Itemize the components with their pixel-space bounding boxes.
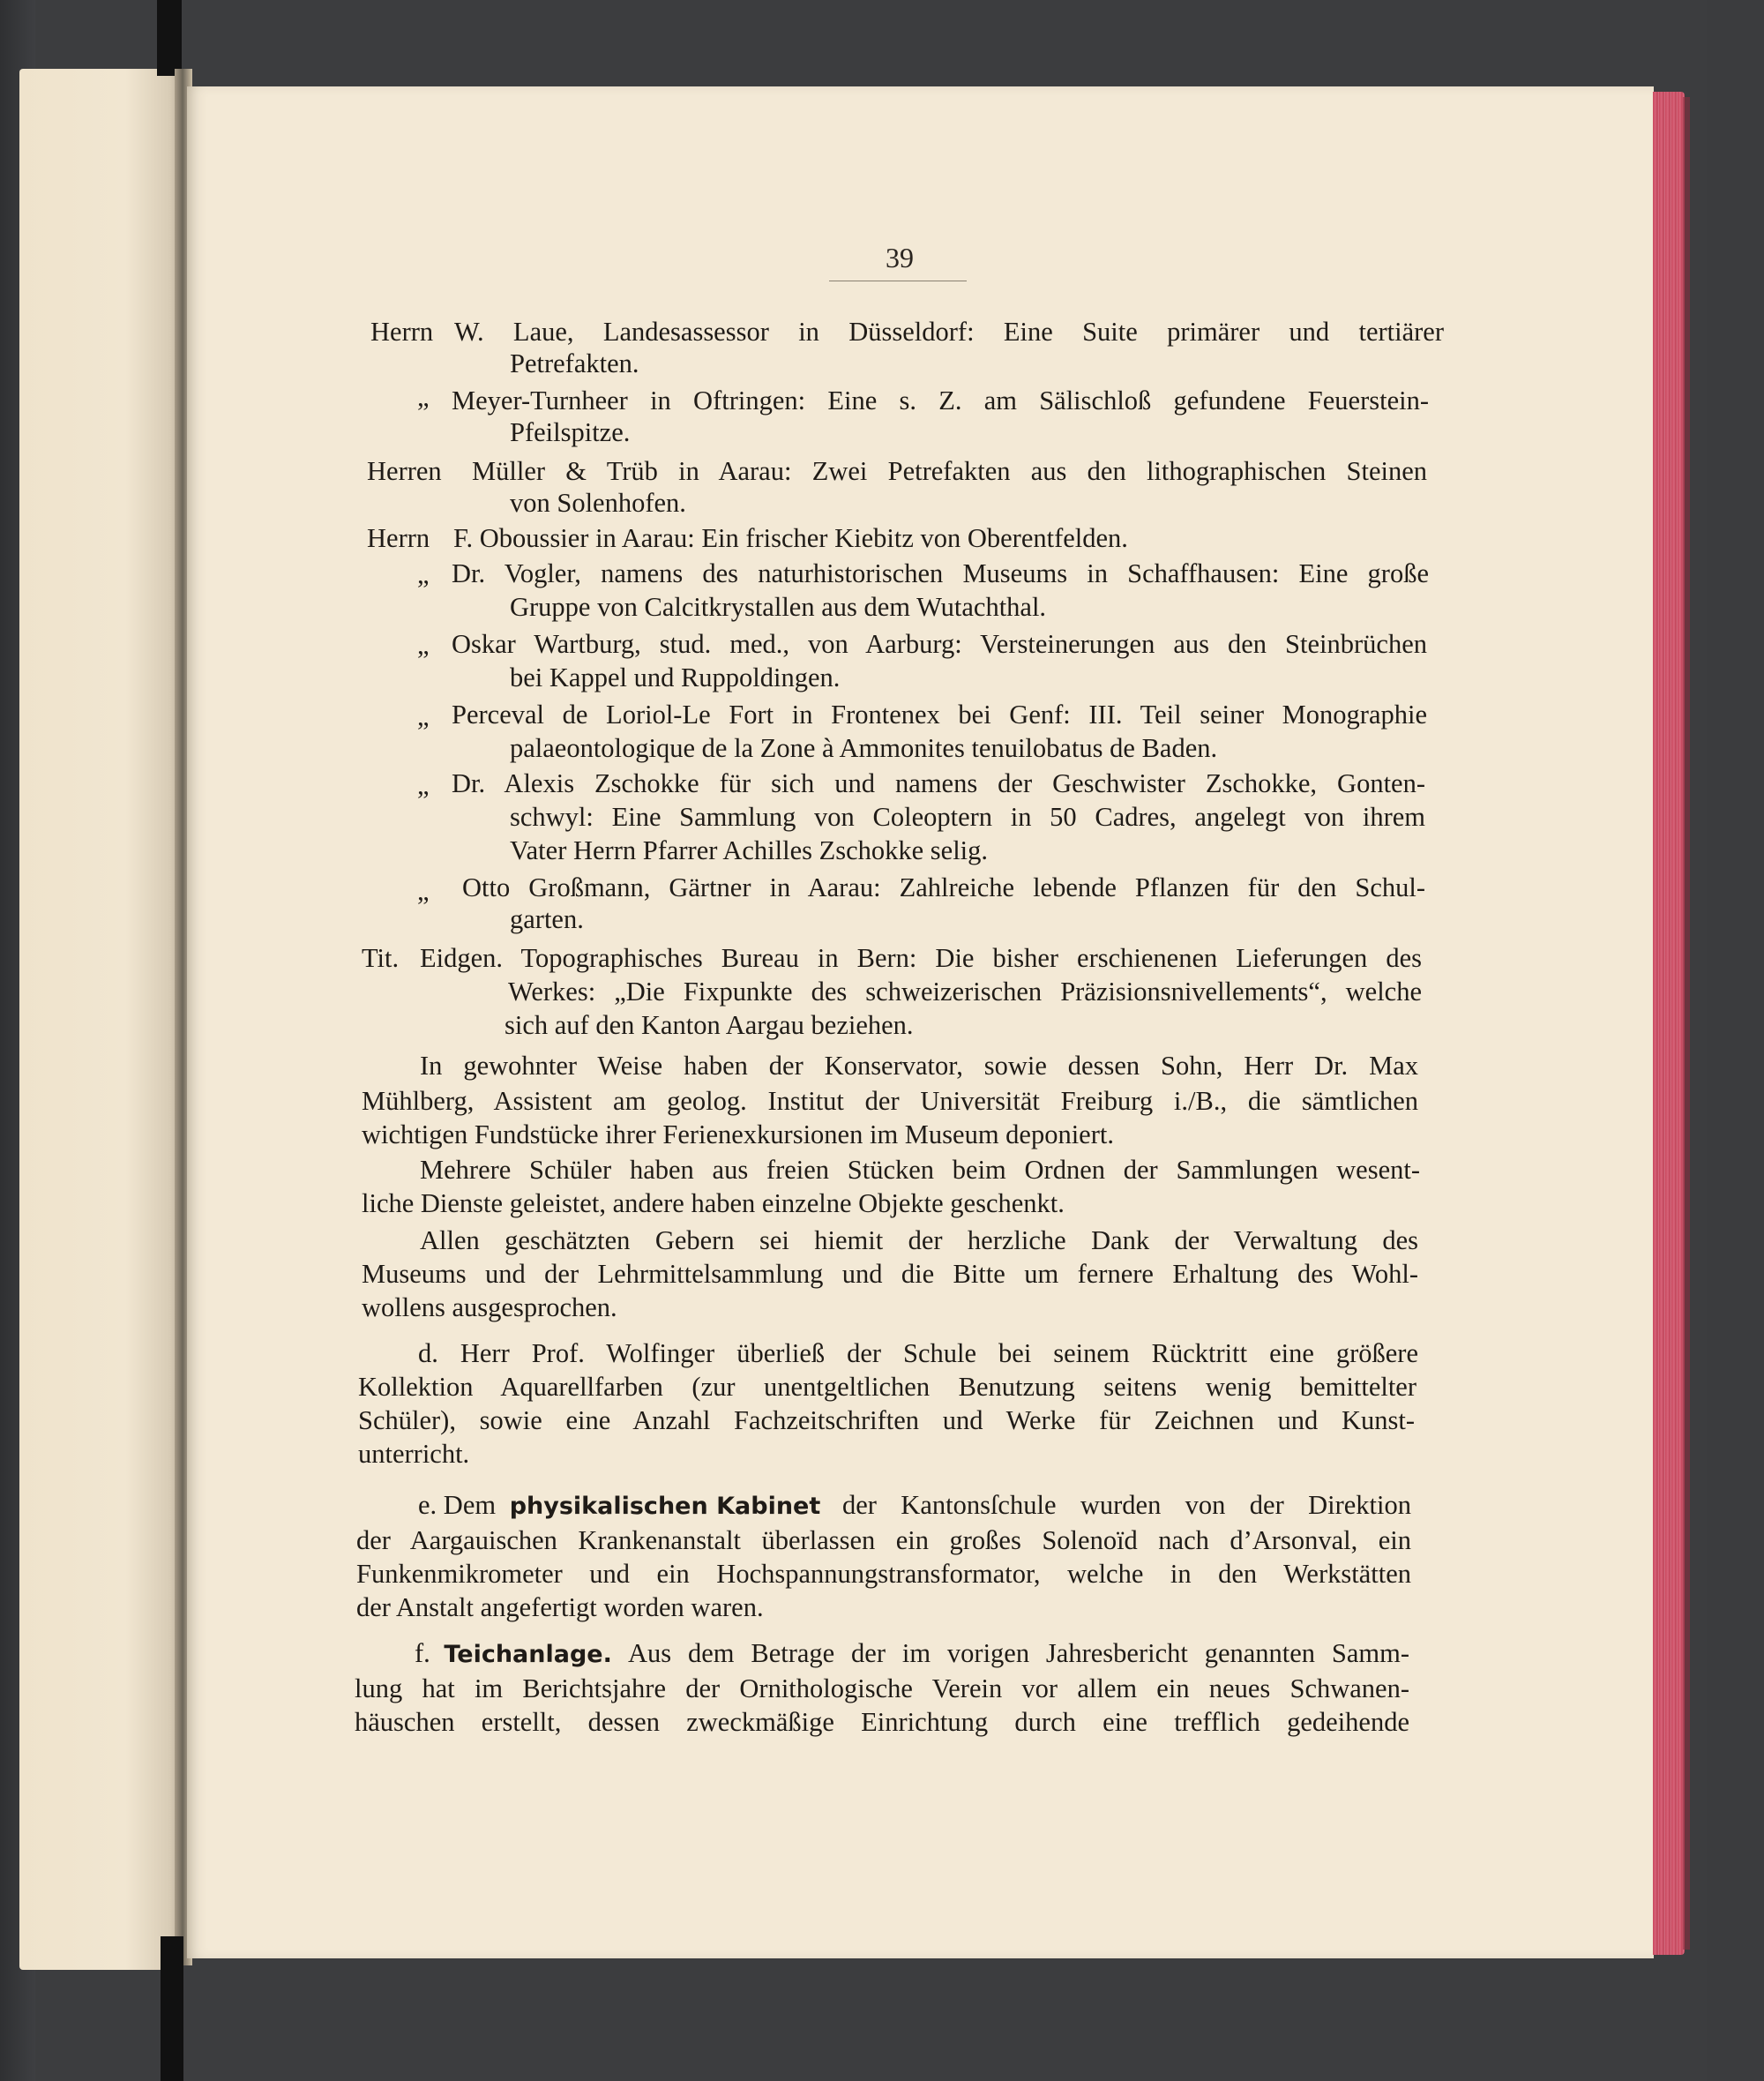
entry-line: Oskar Wartburg, stud. med., von Aarburg: Versteinerungen aus den Steinbrüchen [452,629,1427,659]
entry-line: garten. [510,904,584,934]
entry-prefix: Herrn [370,317,434,347]
paragraph-label: e. Dem [418,1490,497,1520]
paragraph-line: wichtigen Fundstücke ihrer Ferienexkursionen im Museum deponiert. [362,1119,1114,1149]
ditto-mark: „ [417,630,430,660]
ditto-mark: „ [417,770,430,800]
section-heading-physikalisches-kabinet: physikalischen Kabinet [509,1493,821,1520]
paragraph-line: Kollektion Aquarellfarben (zur unentgeltlichen Benutzung seitens wenig bemittelter [358,1372,1416,1402]
entry-line: Otto Großmann, Gärtner in Aarau: Zahlreiche lebende Pflanzen für den Schul- [462,872,1425,902]
entry-line: Vater Herrn Pfarrer Achilles Zschokke selig. [510,835,989,865]
entry-line: Werkes: „Die Fixpunkte des schweizerischen Präzisionsnivellements“, welche [508,977,1422,1007]
paragraph-line: der Kantonsſchule wurden von der Direktion [842,1490,1411,1520]
red-page-edges [1653,92,1685,1955]
paragraph-line: Museums und der Lehrmittelsammlung und die Bitte um fernere Erhaltung des Wohl- [362,1259,1418,1289]
paragraph-line: liche Dienste geleistet, andere haben einzelne Objekte geschenkt. [362,1188,1065,1218]
ditto-mark: „ [417,701,430,731]
entry-line: Dr. Vogler, namens des naturhistorischen Museums in Schaffhausen: Eine große [452,558,1429,588]
entry-line: Eidgen. Topographisches Bureau in Bern: Die bisher erschienenen Lieferungen des [420,943,1422,973]
entry-line: schwyl: Eine Sammlung von Coleoptern in 50 Cadres, angelegt von ihrem [510,802,1425,832]
paragraph-line: Mühlberg, Assistent am geolog. Institut der Universität Freiburg i./B., die sämtlichen [362,1086,1418,1116]
paragraph-line: häuschen erstellt, dessen zweckmäßige Einrichtung durch eine trefflich gedeihende [355,1707,1409,1737]
paragraph-line: unterricht. [358,1439,470,1469]
entry-line: Petrefakten. [510,348,639,378]
paragraph-line: der Aargauischen Krankenanstalt überlassen ein großes Solenoïd nach d’Arsonval, ein [356,1525,1411,1555]
ditto-mark: „ [417,559,430,589]
entry-line: Dr. Alexis Zschokke für sich und namens der Geschwister Zschokke, Gonten- [452,768,1425,798]
paragraph-line: Mehrere Schüler haben aus freien Stücken beim Ordnen der Sammlungen wesent- [420,1155,1420,1185]
entry-prefix: Tit. [362,943,400,973]
paragraph-line: wollens ausgesprochen. [362,1292,617,1322]
entry-line: F. Oboussier in Aarau: Ein frischer Kiebitz von Oberentfelden. [453,523,1128,553]
entry-prefix: Herren [367,456,442,486]
ditto-mark: „ [417,876,430,906]
entry-line: sich auf den Kanton Aargau beziehen. [505,1010,914,1040]
entry-line: W. Laue, Landesassessor in Düsseldorf: Eine Suite primärer und tertiärer [454,317,1444,347]
page-number: 39 [886,242,914,273]
page-edge-shadow [1683,97,1690,1950]
paragraph-label: f. [415,1638,430,1668]
paragraph-line: der Anstalt angefertigt worden waren. [356,1592,764,1622]
paragraph-line [418,1487,820,1524]
entry-line: Gruppe von Calcitkrystallen aus dem Wutachthal. [510,592,1047,622]
left-page [19,69,183,1970]
paragraph-line: Allen geschätzten Gebern sei hiemit der herzliche Dank der Verwaltung des [420,1225,1418,1255]
background-right [1707,0,1764,2081]
paragraph-line: In gewohnter Weise haben der Konservator, sowie dessen Sohn, Herr Dr. Max [420,1051,1418,1081]
entry-line: bei Kappel und Ruppoldingen. [510,662,841,692]
entry-line: Meyer-Turnheer in Oftringen: Eine s. Z. am Sälischloß gefundene Feuerstein- [452,386,1429,415]
ditto-mark: „ [417,382,430,412]
section-heading-teichanlage: Teichanlage. [444,1641,612,1668]
paragraph-line: lung hat im Berichtsjahre der Ornithologische Verein vor allem ein neues Schwanen- [355,1673,1409,1703]
entry-line: Müller & Trüb in Aarau: Zwei Petrefakten aus den lithographischen Steinen [472,456,1427,486]
entry-line: Pfeilspitze. [510,417,631,447]
paragraph-line: Funkenmikrometer und ein Hochspannungstransformator, welche in den Werkstätten [356,1559,1411,1589]
bookmark-ribbon-top [157,0,182,76]
entry-line: Perceval de Loriol-Le Fort in Frontenex bei Genf: III. Teil seiner Monographie [452,700,1427,730]
paragraph-line [415,1636,612,1673]
entry-line: von Solenhofen. [510,488,686,518]
paragraph-line: Schüler), sowie eine Anzahl Fachzeitschriften und Werke für Zeichnen und Kunst- [358,1405,1415,1435]
bookmark-ribbon-bottom [161,1936,183,2081]
paragraph-line: d. Herr Prof. Wolfinger überließ der Schule bei seinem Rücktritt eine größere [418,1338,1418,1368]
entry-line: palaeontologique de la Zone à Ammonites tenuilobatus de Baden. [510,733,1218,763]
entry-prefix: Herrn [367,523,430,553]
paragraph-line: Aus dem Betrage der im vorigen Jahresbericht genannten Samm- [628,1638,1409,1668]
